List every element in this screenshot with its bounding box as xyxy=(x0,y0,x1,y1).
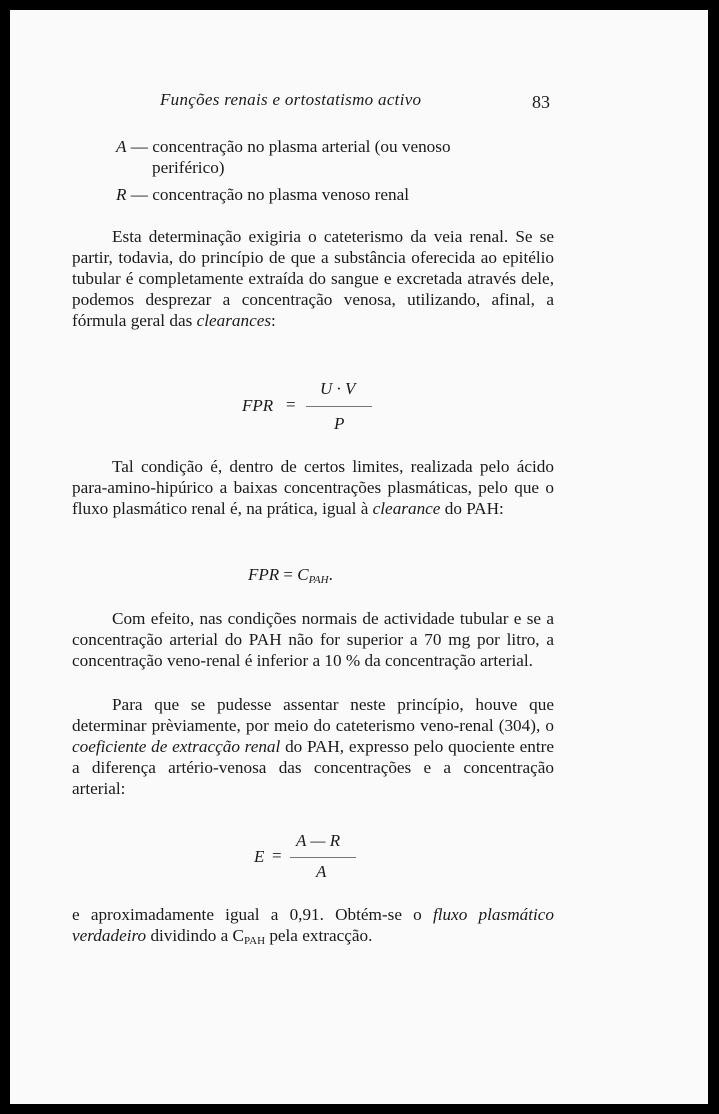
running-title: Funções renais e ortostatismo activo xyxy=(160,90,422,109)
formula-subscript: PAH xyxy=(308,574,329,586)
formula-denominator: A xyxy=(316,862,327,881)
italic-term: coeficiente de extracção renal xyxy=(72,737,281,756)
definition-variable: R xyxy=(116,185,127,204)
definition-continuation: periférico) xyxy=(152,158,225,177)
formula-numerator: A — R xyxy=(296,831,341,850)
formula-denominator: P xyxy=(334,414,345,433)
definition-dash: — xyxy=(126,185,153,204)
italic-term: fluxo plasmático verdadeiro xyxy=(72,905,554,945)
formula-numerator: U · V xyxy=(320,379,356,398)
paragraph-text: Para que se pudesse assentar neste princípio, houve que determinar prèviamente, por meio do cateterismo veno-renal (304), o xyxy=(72,695,554,735)
definition-r xyxy=(116,184,556,205)
formula-lhs: FPR xyxy=(248,565,280,584)
paragraph-text: Tal condição é, dentro de certos limites, realizada pelo ácido para-amino-hipúrico a baixas concentrações plasmáticas, pelo que o fluxo plasmático renal é, na prática, igual à xyxy=(72,457,554,518)
formula-period: . xyxy=(328,565,333,584)
fraction-bar xyxy=(306,406,372,407)
book-page xyxy=(10,10,708,1104)
paragraph-text: Com efeito, nas condições normais de actividade tubular e se a concentração arterial do PAH não for superior a 70 mg por litro, a concentração veno-renal é inferior a 10 % da concentração arterial. xyxy=(72,609,554,670)
page-number: 83 xyxy=(532,92,550,112)
paragraph-text: e aproximadamente igual a 0,91. Obtém-se o xyxy=(72,905,433,924)
paragraph-tail: do PAH, expresso pelo quociente entre a diferença artério-venosa das concentrações e a concentração arterial: xyxy=(72,737,554,798)
paragraph-tail: : xyxy=(271,311,276,330)
definition-a xyxy=(116,136,556,178)
paragraph-mid: dividindo a C xyxy=(146,926,245,945)
formula-c: C xyxy=(297,565,309,584)
paragraph-1 xyxy=(72,226,554,331)
formula-equals: = xyxy=(272,846,282,865)
formula-lhs: FPR xyxy=(242,396,274,415)
formula-lhs: E xyxy=(254,847,265,866)
paragraph-3 xyxy=(72,608,554,671)
paragraph-text: Esta determinação exigiria o cateterismo da veia renal. Se se partir, todavia, do princípio de que a substância oferecida ao epitélio tubular é completamente extraída do sangue e excretada através dele, podemos desprezar a concentração venosa, utilizando, afinal, a fórmula geral das xyxy=(72,227,554,330)
fraction-bar xyxy=(290,857,356,858)
definition-text: concentração no plasma arterial (ou venoso xyxy=(152,137,451,156)
formula-equals: = xyxy=(283,565,293,584)
definition-dash: — xyxy=(126,137,153,156)
subscript: PAH xyxy=(244,935,266,947)
paragraph-4 xyxy=(72,694,554,799)
formula-fpr-pah xyxy=(248,565,333,586)
definition-variable: A xyxy=(116,137,127,156)
formula-equals: = xyxy=(286,395,296,414)
italic-term: clearances xyxy=(196,311,272,330)
paragraph-tail: pela extracção. xyxy=(265,926,373,945)
paragraph-tail: do PAH: xyxy=(440,499,504,518)
paragraph-2 xyxy=(72,456,554,519)
italic-term: clearance xyxy=(372,499,441,518)
definition-text: concentração no plasma venoso renal xyxy=(152,185,410,204)
paragraph-5 xyxy=(72,904,554,952)
